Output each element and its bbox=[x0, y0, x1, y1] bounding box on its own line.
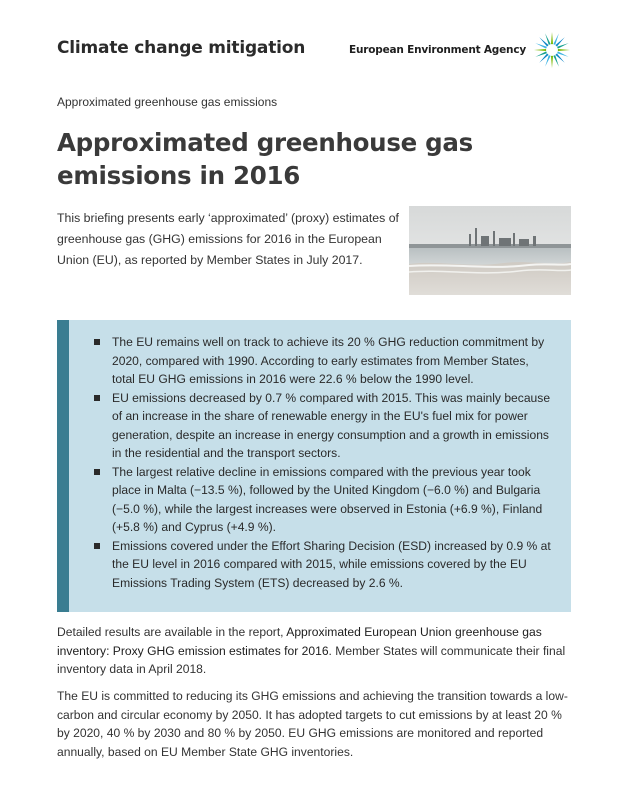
report-text-after: . Member States will communicate their final inventory data in April 2018. bbox=[57, 643, 566, 676]
agency-brand[interactable] bbox=[349, 28, 572, 72]
page-title: Approximated greenhouse gas emissions in 2016 bbox=[57, 128, 473, 190]
page-header bbox=[57, 36, 572, 66]
logo-ray bbox=[551, 32, 553, 44]
list-item: Emissions covered under the Effort Sharing Decision (ESD) increased by 0.9 % at the EU level in 2016 compared with 2015, while emissions covered by the EU Emissions Trading System (ETS) decreased by 2.6 %. bbox=[94, 537, 553, 593]
industrial-coast-photo bbox=[409, 206, 571, 295]
report-paragraph bbox=[57, 623, 572, 679]
list-item: The largest relative decline in emissions compared with the previous year took place in Malta (−13.5 %), followed by the United Kingdom (−6.0 %) and Bulgaria (−5.0 %), while the largest increases were observed in Estonia (+6.9 %), Finland (+5.8 %) and Cyprus (+4.9 %). bbox=[94, 463, 553, 537]
logo-ray bbox=[534, 49, 546, 51]
intro-text: This briefing presents early ‘approximated’ (proxy) estimates of greenhouse gas (GHG) emissions for 2016 in the European Union (EU), as reported by Member States in July 2017. bbox=[57, 211, 399, 267]
eea-logo-icon bbox=[532, 30, 572, 70]
logo-ray bbox=[551, 56, 553, 68]
list-item: EU emissions decreased by 0.7 % compared with 2015. This was mainly because of an increase in the share of renewable energy in the EU's fuel mix for power generation, despite an increase in energy consumption and a growth in emissions in the residential and the transport sectors. bbox=[94, 389, 553, 463]
key-messages-list bbox=[94, 333, 553, 592]
logo-ray bbox=[558, 49, 570, 51]
agency-name: European Environment Agency bbox=[349, 44, 526, 56]
commitment-paragraph: The EU is committed to reducing its GHG emissions and achieving the transition towards a low-carbon and circular economy by 2050. It has adopted targets to cut emissions by at least 20 % by 2020, 40 % by 2030 and 80 % by 2050. EU GHG emissions are monitored and reported annually, based on EU Member State GHG inventories. bbox=[57, 689, 568, 759]
report-link[interactable]: Approximated European Union greenhouse gas inventory: Proxy GHG emission estimates for 2016 bbox=[57, 625, 542, 658]
list-item: The EU remains well on track to achieve its 20 % GHG reduction commitment by 2020, compared with 1990. According to early estimates from Member States, total EU GHG emissions in 2016 were 22.6 % below the 1990 level. bbox=[94, 333, 553, 389]
report-text-before: Detailed results are available in the report, bbox=[57, 625, 287, 639]
breadcrumb[interactable]: Approximated greenhouse gas emissions bbox=[57, 95, 278, 109]
key-messages-box bbox=[57, 320, 571, 612]
site-title[interactable]: Climate change mitigation bbox=[57, 38, 306, 58]
